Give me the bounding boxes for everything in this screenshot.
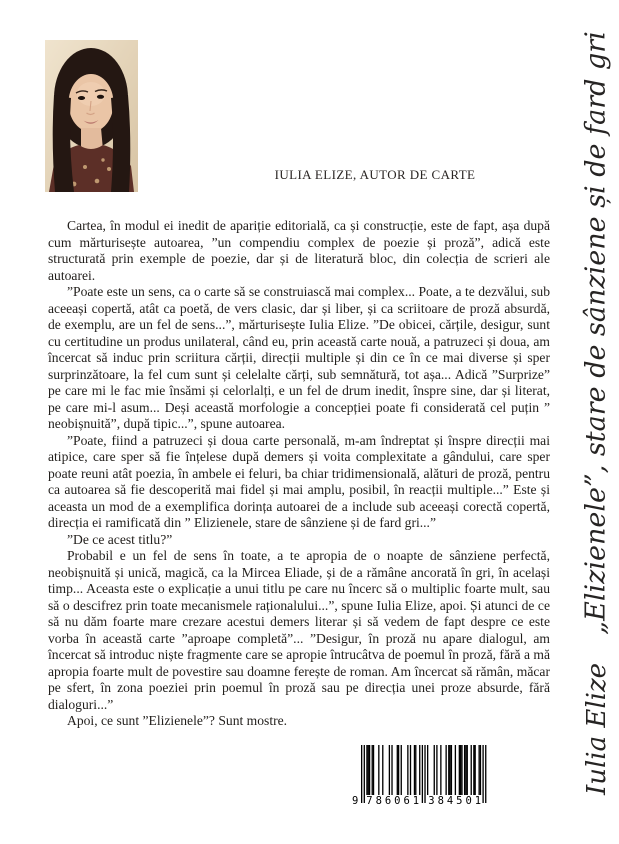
- paragraph-5: Probabil e un fel de sens în toate, a te apropia de o noapte de sânziene perfectă, neobișnuită și unică, magică, ca la Mircea Eliade, și de a rămâne ancorată în gri, în același timp... Aceasta este o explicație a unui titlu pe care nu încerc să o multiplic foarte mult, sau să o descifrez prin toate mecanismele raționalului...”, spune Iulia Elize, apoi. Și atunci de ce să nu dăm foarte mare crezare acestui demers literar și să vedem de fapt despre ce este vorba în această carte ”aproape completă”... ”Desigur, în proză nu apare dialogul, am încercat să introduc niște fragmente care se apropie întrucâtva de poemul în proză, fără a mă apropia foarte mult de povestire sau doamne ferește de roman. Am încercat să rămân, măcar pe sfert, în zona poeziei prin poemul în proză sau pe direcția unei proze absurde, fără dialoguri...”: [48, 548, 550, 712]
- neck: [81, 128, 103, 150]
- paragraph-1: Cartea, în modul ei inedit de apariție editorială, ca și construcție, este de fapt, așa după cum mărturisește autoarea, ”un compendiu complex de poezie și proză”, adică este structurată prin exemple de poezie, dar și de literatură bloc, din colecția de scrieri ale autoarei.: [48, 218, 550, 283]
- paragraph-3: ”Poate, fiind a patruzeci și doua carte personală, m-am îndreptat și înspre direcții mai atipice, care sper să fie înțelese după demers și voita complexitate a gândului, care sper poate reuni atât poezia, în ambele ei feluri, ba chiar tridimensională, alături de proză, pentru ca autoarea să fie descoperită mai fidel și mai amplu, posibil, în reacții multiple...” Este și aceasta un mod de a exemplifica dorința autoarei de a include sub aceeași corectă copertă, direcția ei ramificată din ” Elizienele, stare de sânziene și de fard gri...”: [48, 432, 550, 530]
- svg-text:9: 9: [352, 795, 359, 807]
- body-text: [48, 218, 550, 730]
- portrait-illustration: [45, 40, 138, 192]
- spine-book-title: „Elizienele”, stare de sânziene și de fard gri: [580, 31, 612, 635]
- svg-text:786061: 786061: [366, 795, 420, 807]
- author-photo: [45, 40, 138, 192]
- spine-author-name: Iulia Elize: [582, 662, 612, 796]
- isbn-barcode: [351, 745, 491, 815]
- svg-text:384501: 384501: [428, 795, 482, 807]
- paragraph-4: ”De ce acest titlu?”: [67, 531, 173, 547]
- paragraph-2: ”Poate este un sens, ca o carte să se construiască mai complex... Poate, a te dezvălui, sub aceeași copertă, atât ca poetă, de vers clasic, dar și liber, și ca scriitoare de proză absurdă, de exemplu, are un fel de sens...”, mărturisește Iulia Elize. ”De obicei, cărțile, desigur, sunt cu certitudine un produs unilateral, când eu, prin această carte nouă, a patruzeci și doua, am încercat să induc prin scriitura cărții, direcții multiple și din ce în ce mai diverse și sper surprinzătoare, la fel cum sunt și celelalte cărți, sub semnătură, tot așa... Adică ”Surprize” pe care mi le fac mie însămi și celorlalți, e un fel de drum inedit, înspre sine, dar și literat, pe care mi-l asum... Deși această morfologie a concepției poate fi considerată cel puțin ” neobișnuită”, după tipic...”, spune autoarea.: [48, 284, 550, 431]
- paragraph-6: Apoi, ce sunt ”Elizienele”? Sunt mostre.: [67, 713, 288, 728]
- author-caption: IULIA ELIZE, AUTOR DE CARTE: [274, 167, 476, 182]
- ean13-barcode: [351, 745, 491, 815]
